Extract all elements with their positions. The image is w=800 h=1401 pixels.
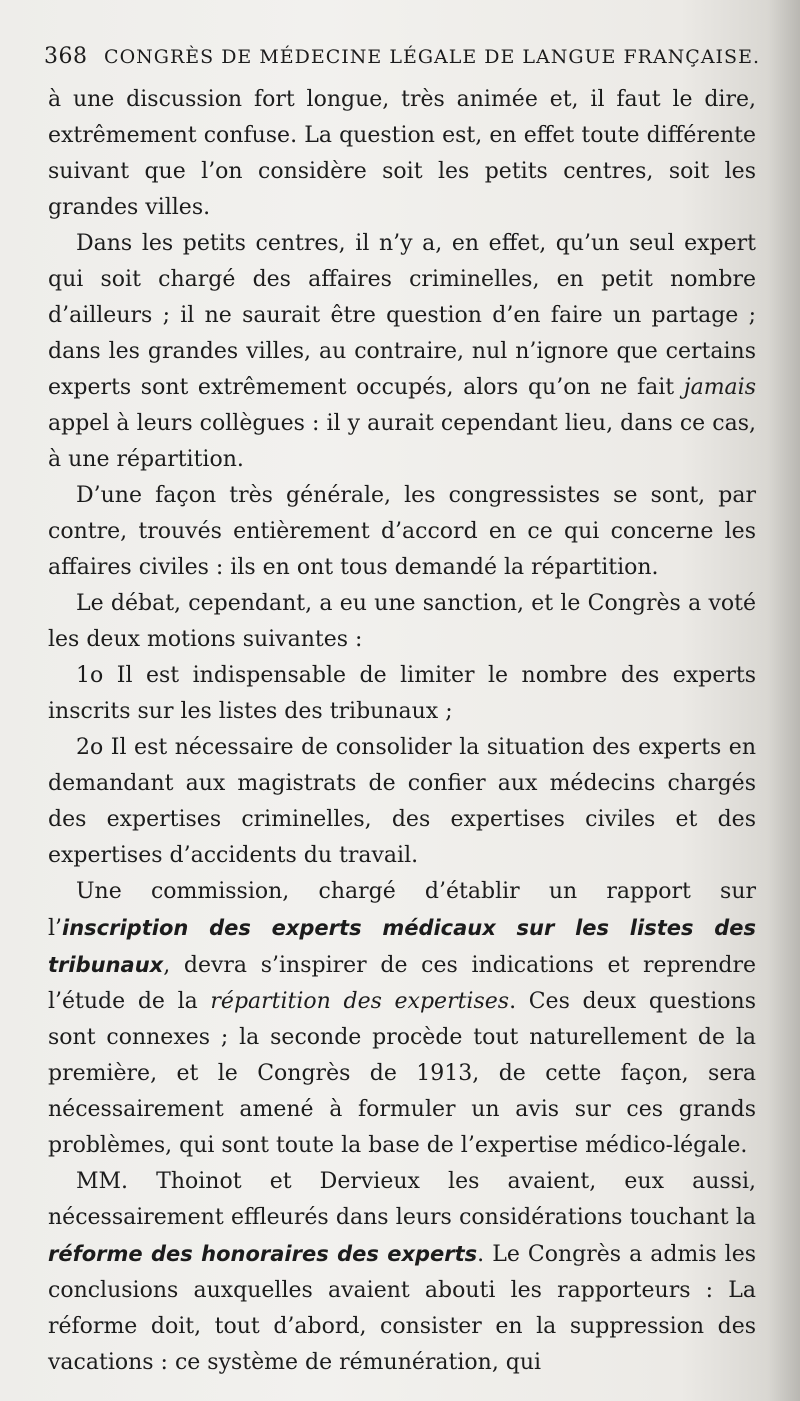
page-body (48, 82, 756, 1381)
emphasis-jamais: jamais (683, 375, 756, 400)
paragraph-commission (48, 874, 756, 1164)
paragraph-continuation: à une discussion fort longue, très animée et, il faut le dire, extrêmement confuse. La question est, en effet toute différente suivant que l’on considère soit les petits centres, soit les grandes villes. (48, 87, 756, 220)
motion-1 (48, 658, 756, 730)
paragraph-fees-reform (48, 1164, 756, 1381)
motion-number: 2o (76, 735, 104, 760)
paragraph-civil-affairs: D’une façon très générale, les congressistes se sont, par contre, trouvés entièrement d’accord en ce qui concerne les affaires civiles : ils en ont tous demandé la répartition. (48, 483, 756, 580)
motion-number: 1o (76, 663, 104, 688)
paragraph-text: appel à leurs collègues : il y aurait cependant lieu, dans ce cas, à une répartition. (48, 411, 756, 472)
page-number: 368 (44, 44, 88, 69)
paragraph-text: . Ces deux questions sont connexes ; la seconde procède tout naturellement de la première, et le Congrès de 1913, de cette façon, sera nécessairement amené à formuler un avis sur ces grands problèmes, qui sont toute la base de l’expertise médico-légale. (48, 989, 756, 1158)
paragraph-debate: Le débat, cependant, a eu une sanction, et le Congrès a voté les deux motions suivantes : (48, 591, 756, 652)
paragraph-text: Une commission, chargé d’établir un rapport sur l’ (48, 879, 756, 941)
paragraph-text: MM. Thoinot et Dervieux les avaient, eux aussi, nécessairement effleurés dans leurs considérations touchant la (48, 1169, 756, 1230)
running-title: CONGRÈS DE MÉDECINE LÉGALE DE LANGUE FRANÇAISE. (104, 46, 760, 68)
bold-italic-topic: réforme des honoraires des experts (48, 1242, 478, 1266)
emphasis-repartition: répartition des expertises (210, 989, 510, 1014)
motion-2 (48, 730, 756, 874)
paragraph-text: . Le Congrès a admis les conclusions auxquelles avaient abouti les rapporteurs : La réforme doit, tout d’abord, consister en la suppression des vacations : ce système de rémunération, qui (48, 1242, 756, 1375)
paragraph-text: Dans les petits centres, il n’y a, en effet, qu’un seul expert qui soit chargé des affaires criminelles, en petit nombre d’ailleurs ; il ne saurait être question d’en faire un partage ; dans les grandes villes, au contraire, nul n’ignore que certains experts sont extrêmement occupés, alors qu’on ne fait (48, 231, 756, 400)
paragraph-small-centres (48, 226, 756, 478)
motion-text: Il est indispensable de limiter le nombre des experts inscrits sur les listes des tribunaux ; (48, 663, 756, 724)
bold-italic-topic: inscription des experts médicaux sur les listes des tribunaux (48, 916, 756, 977)
motion-text: Il est nécessaire de consolider la situation des experts en demandant aux magistrats de confier aux médecins chargés des expertises criminelles, des expertises civiles et des expertises d’accidents du travail. (48, 735, 756, 868)
paragraph-text: , devra s’inspirer de ces indications et reprendre l’étude de la (48, 953, 756, 1014)
running-header (44, 44, 760, 69)
